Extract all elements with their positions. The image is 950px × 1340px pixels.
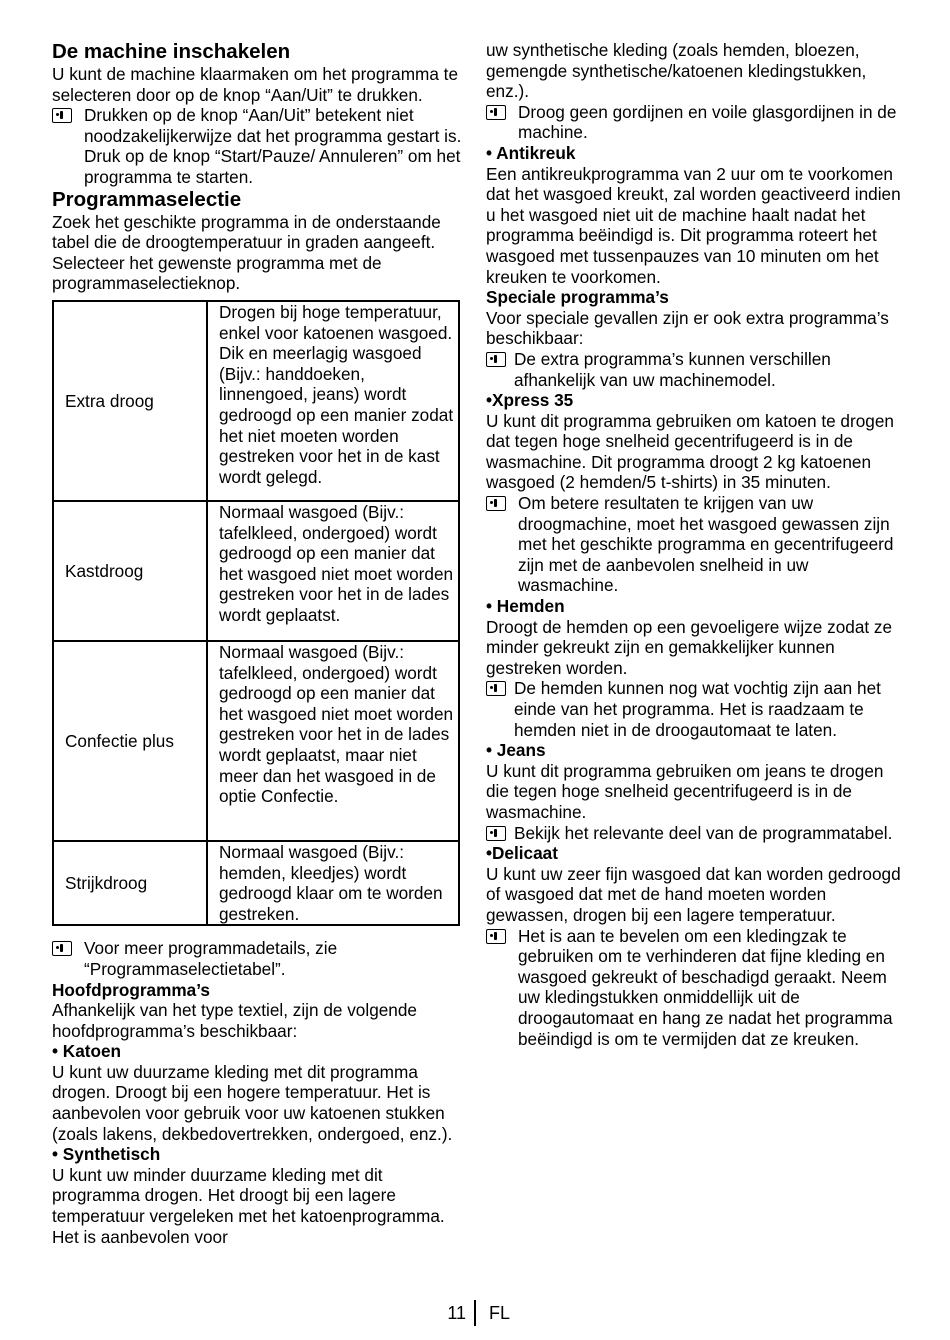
table-cell-program: Confectie plus <box>53 641 207 841</box>
special-programs-title: Speciale programma’s <box>486 287 669 308</box>
jeans-note-text: Bekijk het relevante deel van de programmatabel. <box>514 822 893 843</box>
special-programs-note <box>486 349 906 390</box>
info-icon <box>52 941 72 956</box>
table-cell-program: Extra droog <box>53 301 207 501</box>
table-row <box>53 841 459 925</box>
program-table <box>52 300 460 926</box>
synthetic-text-continued: uw synthetische kleding (zoals hemden, bloezen, gemengde synthetische/katoenen kledingstukken, enz.). <box>486 40 867 102</box>
language-code: FL <box>489 1303 511 1323</box>
table-cell-program: Strijkdroog <box>53 841 207 925</box>
right-column <box>486 40 906 1049</box>
table-row <box>53 501 459 641</box>
table-cell-description: Normaal wasgoed (Bijv.: tafelkleed, ondergoed) wordt gedroogd op een manier dat het wasgoed niet moet worden gestreken voor het in de lades wordt geplaatst, maar niet meer dan het wasgoed in de optie Confectie. <box>207 641 459 841</box>
delicate-title: •Delicaat <box>486 843 558 864</box>
table-cell-program: Kastdroog <box>53 501 207 641</box>
table-cell-description: Drogen bij hoge temperatuur, enkel voor katoenen wasgoed. Dik en meerlagig wasgoed (Bijv.: handdoeken, linnengoed, jeans) wordt gedroogd op een manier zodat het niet moeten worden gestreken voor het in de kast wordt gelegd. <box>207 301 459 501</box>
footer-separator <box>474 1300 476 1326</box>
cotton-title: • Katoen <box>52 1041 122 1062</box>
info-icon <box>486 681 506 696</box>
synthetic-text: U kunt uw minder duurzame kleding met dit programma drogen. Het droogt bij een lagere temperatuur vergeleken met het katoenprogramma. Het is aanbevolen voor <box>52 1164 445 1247</box>
special-programs-text: Voor speciale gevallen zijn er ook extra programma’s beschikbaar: <box>486 307 889 349</box>
info-icon <box>486 105 506 120</box>
synthetic-note <box>486 102 906 143</box>
xpress-text: U kunt dit programma gebruiken om katoen te drogen dat tegen hoge snelheid gecentrifugeerd is in de wasmachine. Dit programma droogt 2 kg katoenen wasgoed (2 hemden/5 t-shirts) in 35 minuten. <box>486 410 894 493</box>
heading-power-on: De machine inschakelen <box>52 40 291 63</box>
program-selection-text: Zoek het geschikte programma in de onderstaande tabel die de droogtemperatuur in graden aangeeft. Selecteer het gewenste programma met de programmaselectieknop. <box>52 211 441 294</box>
synthetic-note-text: Droog geen gordijnen en voile glasgordijnen in de machine. <box>518 101 897 143</box>
power-on-note <box>52 105 466 187</box>
table-note-text: Voor meer programmadetails, zie “Programmaselectietabel”. <box>84 938 338 979</box>
xpress-title: •Xpress 35 <box>486 390 574 411</box>
xpress-note-text: Om betere resultaten te krijgen van uw droogmachine, moet het wasgoed gewassen zijn met het geschikte programma en gecentrifugeerd zijn met de aanbevolen snelheid in uw wasmachine. <box>518 493 894 596</box>
table-note <box>52 938 466 979</box>
anticrease-text: Een antikreukprogramma van 2 uur om te voorkomen dat het wasgoed kreukt, zal worden geactiveerd indien u het wasgoed niet uit de machine haalt nadat het programma beëindigd is. Dit programma roteert het wasgoed met tussenpauzes van 10 minuten om het kreuken te voorkomen. <box>486 163 901 287</box>
left-column <box>52 40 466 1247</box>
power-on-text: U kunt de machine klaarmaken om het programma te selecteren door op de knop “Aan/Uit” te drukken. <box>52 64 459 105</box>
heading-program-selection: Programmaselectie <box>52 187 242 211</box>
info-icon <box>486 826 506 841</box>
power-on-note-text: Drukken op de knop “Aan/Uit” betekent niet noodzakelijkerwijze dat het programma gestart is. Druk op de knop “Start/Pauze/ Annuleren” om het programma te starten. <box>84 105 462 187</box>
info-icon <box>486 496 506 511</box>
shirts-title: • Hemden <box>486 596 565 617</box>
shirts-text: Droogt de hemden op een gevoeligere wijze zodat ze minder gekreukt zijn en gemakkelijker kunnen gestreken worden. <box>486 616 893 678</box>
main-programs-text: Afhankelijk van het type textiel, zijn de volgende hoofdprogramma’s beschikbaar: <box>52 1000 417 1041</box>
table-row <box>53 641 459 841</box>
info-icon <box>486 352 506 367</box>
shirts-note-text: De hemden kunnen nog wat vochtig zijn aan het einde van het programma. Het is raadzaam te hemden niet in de droogautomaat te laten. <box>514 678 881 740</box>
page-number: 11 <box>447 1303 466 1323</box>
special-programs-note-text: De extra programma’s kunnen verschillen afhankelijk van uw machinemodel. <box>514 348 831 390</box>
delicate-note-text: Het is aan te bevelen om een kledingzak te gebruiken om te verhinderen dat fijne kleding en wasgoed gekreukt of beschadigd geraakt. Neem uw kledingstukken onmiddellijk uit de droogautomaat en hang ze nadat het programma beëindigd is om te vermijden dat ze kreuken. <box>518 925 893 1049</box>
anticrease-title: • Antikreuk <box>486 142 576 163</box>
table-cell-description: Normaal wasgoed (Bijv.: tafelkleed, ondergoed) wordt gedroogd op een manier dat het wasgoed niet moet worden gestreken voor het in de lades wordt geplaatst. <box>207 501 459 641</box>
heading-main-programs: Hoofdprogramma’s <box>52 979 210 1000</box>
xpress-note <box>486 493 906 596</box>
table-cell-description: Normaal wasgoed (Bijv.: hemden, kleedjes) wordt gedroogd klaar om te worden gestreken. <box>207 841 459 925</box>
jeans-text: U kunt dit programma gebruiken om jeans te drogen die tegen hoge snelheid gecentrifugeerd is in de wasmachine. <box>486 760 884 822</box>
delicate-note <box>486 926 906 1050</box>
synthetic-title: • Synthetisch <box>52 1144 161 1165</box>
page-footer <box>0 1300 950 1326</box>
info-icon <box>486 929 506 944</box>
jeans-title: • Jeans <box>486 740 546 761</box>
info-icon <box>52 108 72 123</box>
delicate-text: U kunt uw zeer fijn wasgoed dat kan worden gedroogd of wasgoed dat met de hand moeten worden gewassen, drogen bij een lagere temperatuur. <box>486 863 901 925</box>
shirts-note <box>486 678 906 740</box>
cotton-text: U kunt uw duurzame kleding met dit programma drogen. Droogt bij een hogere temperatuur. Het is aanbevolen voor gebruik voor uw katoenen stukken (zoals lakens, dekbedovertrekken, ondergoed, enz.). <box>52 1061 453 1144</box>
jeans-note <box>486 823 906 844</box>
table-row <box>53 301 459 501</box>
